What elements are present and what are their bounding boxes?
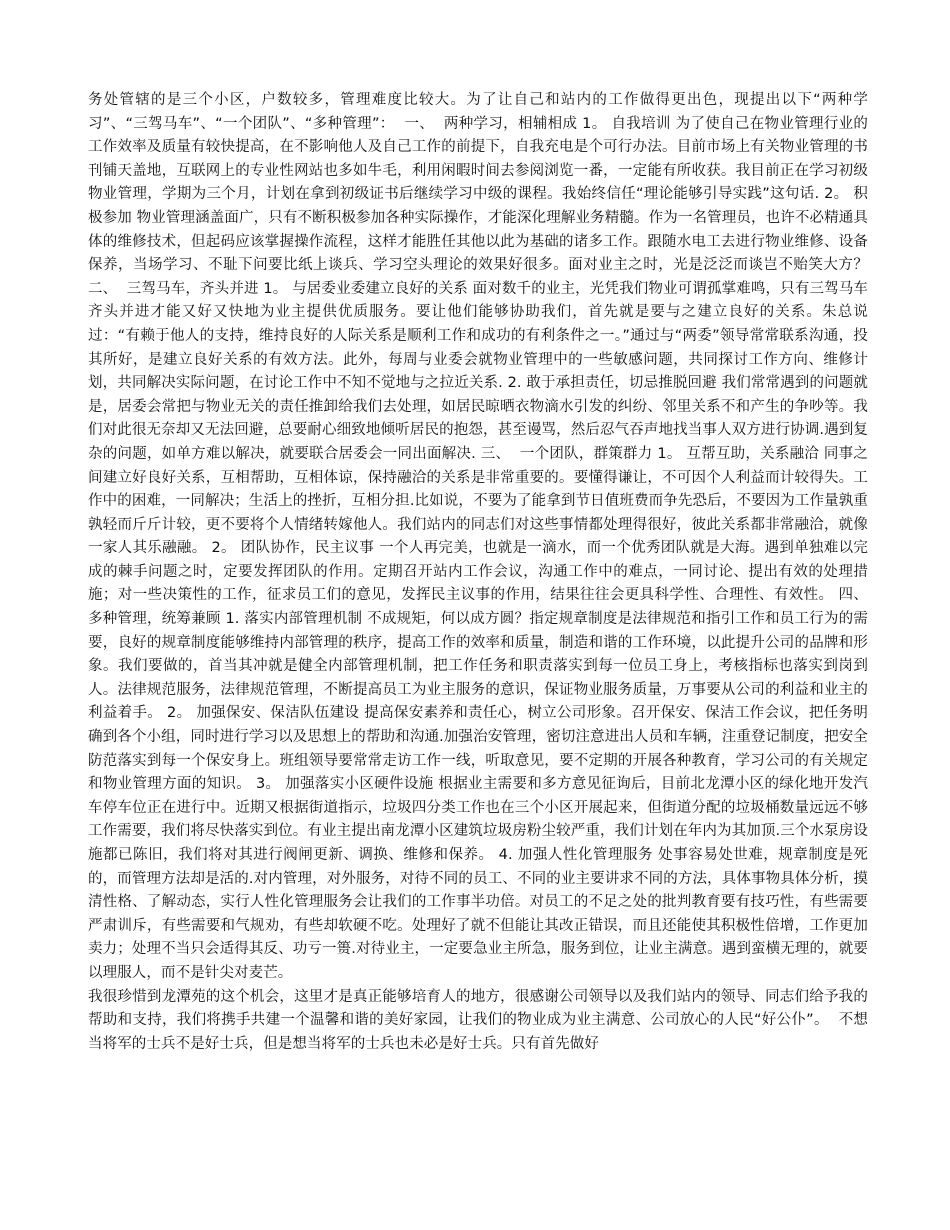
document-paragraph: 务处管辖的是三个小区，户数较多，管理难度比较大。为了让自己和站内的工作做得更出色，现提出以下“两种学习”、“三驾马车”、“一个团队”、“多种管理”： 一、 两种学习，相辅相成 1。 自我培训 为了使自己在物业管理行业的工作效率及质量有较快提高，在不影响他人及自己工作的前提下，自我充电是个可行办法。目前市场上有关物业管理的书刊铺天盖地，互联网上的专业性网站也多如牛毛，利用闲暇时间去参阅浏览一番，一定能有所收获。我目前正在学习初级物业管理，学期为三个月，计划在拿到初级证书后继续学习中级的课程。我始终信任“理论能够引导实践”这句话. 2。 积极参加 物业管理涵盖面广，只有不断积极参加各种实际操作，才能深化理解业务精髓。作为一名管理员，也许不必精通具体的维修技术，但起码应该掌握操作流程，这样才能胜任其他以此为基础的诸多工作。跟随水电工去进行物业维修、设备保养，当场学习、不耻下问要比纸上谈兵、学习空头理论的效果好很多。面对业主之时，光是泛泛而谈岂不贻笑大方？ 二、 三驾马车，齐头并进 1。 与居委业委建立良好的关系 面对数千的业主，光凭我们物业可谓孤掌难鸣，只有三驾马车齐头并进才能又好又快地为业主提供优质服务。要让他们能够协助我们，首先就是要与之建立良好的关系。朱总说过：“有赖于他人的支持，维持良好的人际关系是顺利工作和成功的有利条件之一。”通过与“两委”领导常常联系沟通，投其所好，是建立良好关系的有效方法。此外，每周与业委会就物业管理中的一些敏感问题，共同探讨工作方向、维修计划，共同解决实际问题，在讨论工作中不知不觉地与之拉近关系. 2. 敢于承担责任，切忌推脱回避 我们常常遇到的问题就是，居委会常把与物业无关的责任推卸给我们去处理，如居民晾晒衣物滴水引发的纠纷、邻里关系不和产生的争吵等。我们对此很无奈却又无法回避，总要耐心细致地倾听居民的抱怨，甚至谩骂，然后忍气吞声地找当事人双方进行协调.遇到复杂的问题，如单方难以解决，就要联合居委会一同出面解决. 三、 一个团队，群策群力 1。 互帮互助，关系融洽 同事之间建立好良好关系，互相帮助，互相体谅，保持融洽的关系是非常重要的。要懂得谦让，不可因个人利益而计较得失。工作中的困难，一同解决；生活上的挫折，互相分担.比如说，不要为了能拿到节日值班费而争先恐后，不要因为工作量孰重孰轻而斤斤计较，更不要将个人情绪转嫁他人。我们站内的同志们对这些事情都处理得很好，彼此关系都非常融洽，就像一家人其乐融融。 2。 团队协作，民主议事 一个人再完美，也就是一滴水，而一个优秀团队就是大海。遇到单独难以完成的棘手问题之时，定要发挥团队的作用。定期召开站内工作会议，沟通工作中的难点，一同讨论、提出有效的处理措施；对一些决策性的工作，征求员工们的意见，发挥民主议事的作用，结果往往会更具科学性、合理性、有效性。 四、 多种管理，统筹兼顾 1. 落实内部管理机制 不成规矩，何以成方圆？指定规章制度是法律规范和指引工作和员工行为的需要，良好的规章制度能够维持内部管理的秩序，提高工作的效率和质量，制造和谐的工作环境，以此提升公司的品牌和形象。我们要做的，首当其冲就是健全内部管理机制，把工作任务和职责落实到每一位员工身上，考核指标也落实到岗到人。法律规范服务，法律规范管理，不断提高员工为业主服务的意识，保证物业服务质量，万事要从公司的利益和业主的利益着手。 2。 加强保安、保洁队伍建设 提高保安素养和责任心，树立公司形象。召开保安、保洁工作会议，把任务明确到各个小组，同时进行学习以及思想上的帮助和沟通.加强治安管理，密切注意进出人员和车辆，注重登记制度，把安全防范落实到每一个保安身上。班组领导要常常走访工作一线，听取意见，要不定期的开展各种教育，学习公司的有关规定和物业管理方面的知识。 3。 加强落实小区硬件设施 根据业主需要和多方意见征询后，目前北龙潭小区的绿化地开发汽车停车位正在进行中。近期又根据街道指示，垃圾四分类工作也在三个小区开展起来，但街道分配的垃圾桶数量远远不够工作需要，我们将尽快落实到位。有业主提出南龙潭小区建筑垃圾房粉尘较严重，我们计划在年内为其加顶.三个水泵房设施都已陈旧，我们将对其进行阀闸更新、调换、维修和保养。 4. 加强人性化管理服务 处事容易处世难，规章制度是死的，而管理方法却是活的.对内管理，对外服务，对待不同的员工、不同的业主要讲求不同的方法，具体事物具体分析，摸清性格、了解动态，实行人性化管理服务会让我们的工作事半功倍。对员工的不足之处的批判教育要有技巧性，有些需要严肃训斥，有些需要和气规劝，有些却软硬不吃。处理好了就不但能让其改正错误，而且还能使其积极性倍增，工作更加卖力；处理不当只会适得其反、功亏一篑.对待业主，一定要急业主所急，服务到位，让业主满意。遇到蛮横无理的，就要以理服人，而不是针尖对麦芒。 (88, 92, 878, 981)
document-body (88, 89, 878, 1056)
document-paragraph: 我很珍惜到龙潭苑的这个机会，这里才是真正能够培育人的地方，很感谢公司领导以及我们站内的领导、同志们给予我的帮助和支持，我们将携手共建一个温馨和谐的美好家园，让我们的物业成为业主满意、公司放心的人民“好公仆”。 不想当将军的士兵不是好士兵，但是想当将军的士兵也未必是好士兵。只有首先做好 (88, 988, 868, 1052)
